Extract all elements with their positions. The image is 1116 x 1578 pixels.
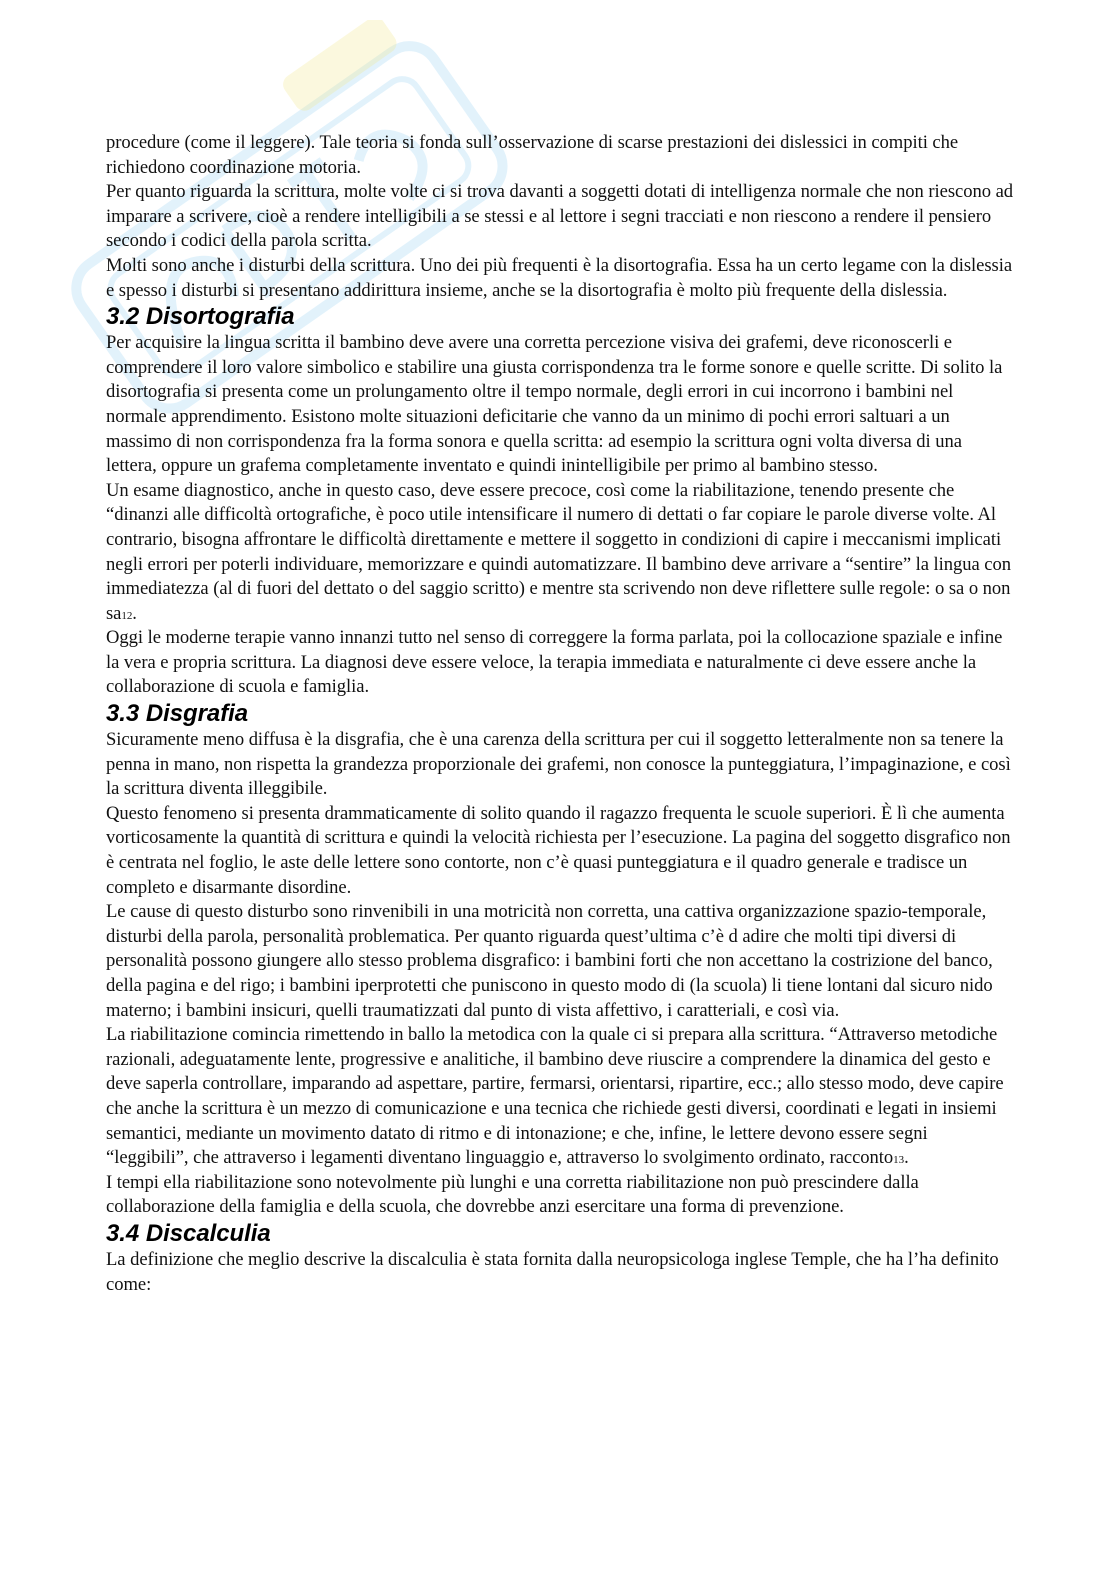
section-heading-disgrafia: 3.3 Disgrafia	[106, 700, 249, 728]
disgrafia-paragraph-3: Le cause di questo disturbo sono rinvenibili in una motricità non corretta, una cattiva organizzazione spazio-temporale, disturbi della parola, personalità problematica. Per quanto riguarda quest’ultima c’è d adire che molti tipi diversi di personalità possono giungere allo stesso problema disgrafico: i bambini forti che non accettano la costrizione del banco, della pagina e del rigo; i bambini iperprotetti che puniscono in questo modo di (la scuola) li tiene lontani dal sicuro nido materno; i bambini insicuri, quelli traumatizzati dal punto di vista affettivo, i caratteriali, e così via.	[106, 901, 993, 1021]
document-page	[106, 131, 1014, 1297]
intro-paragraph-2: Per quanto riguarda la scrittura, molte volte ci si trova davanti a soggetti dotati di intelligenza normale che non riescono ad imparare a scrivere, cioè a rendere intelligibili a se stessi e al lettore i segni tracciati e non riescono a rendere il pensiero secondo i codici della parola scritta.	[106, 181, 1014, 252]
disortografia-paragraph-3: Oggi le moderne terapie vanno innanzi tutto nel senso di correggere la forma parlata, poi la collocazione spaziale e infine la vera e propria scrittura. La diagnosi deve essere veloce, la terapia immediata e naturalmente ci deve essere anche la collaborazione di scuola e famiglia.	[106, 627, 1003, 698]
discalculia-paragraph-1: La definizione che meglio descrive la discalculia è stata fornita dalla neuropsicologa inglese Temple, che ha l’ha definito come:	[106, 1248, 999, 1295]
footnote-ref-12: 12	[121, 609, 133, 622]
disgrafia-paragraph-2: Questo fenomeno si presenta drammaticamente di solito quando il ragazzo frequenta le scuole superiori. È lì che aumenta vorticosamente la quantità di scrittura e quindi la velocità richiesta per l’esecuzione. La pagina del soggetto disgrafico non è centrata nel foglio, le aste delle lettere sono contorte, non c’è quasi punteggiatura e il quadro generale e tradisce un completo e disarmante disordine.	[106, 802, 1011, 898]
disortografia-paragraph-2-text: Un esame diagnostico, anche in questo caso, deve essere precoce, così come la riabilitazione, tenendo presente che “dinanzi alle difficoltà ortografiche, è poco utile intensificare il numero di dettati o far copiare le parole diverse volte. Al contrario, bisogna affrontare le difficoltà direttamente e mettere il soggetto in condizioni di capire i meccanismi implicati negli errori per poterli individuare, memorizzare e quindi automatizzare. Il bambino deve arrivare a “sentire” la lingua con immediatezza (al di fuori del dettato o del saggio scritto) e mentre sta scrivendo non deve riflettere sulle regole: o sa o non sa	[106, 479, 1012, 624]
intro-paragraph-3: Molti sono anche i disturbi della scrittura. Uno dei più frequenti è la disortografia. Essa ha un certo legame con la dislessia e spesso i disturbi si presentano addirittura insieme, anche se la disortografia è molto più frequente della dislessia.	[106, 254, 1013, 301]
disgrafia-paragraph-4: La riabilitazione comincia rimettendo in ballo la metodica con la quale ci si prepara alla scrittura. “Attraverso metodiche razionali, adeguatamente lente, progressive e analitiche, il bambino deve riuscire a comprendere la dinamica del gesto e deve saperla controllare, imparando ad aspettare, partire, fermarsi, orientarsi, ripartire, ecc.; allo stesso modo, deve capire che anche la scrittura è un mezzo di comunicazione e una tecnica che richiede gesti diversi, coordinati e legati in insiemi semantici, mediante un movimento datato di ritmo e di intonazione; e che, infine, le lettere devono essere segni “leggibili”, che attraverso i legamenti diventano linguaggio e, attraverso lo svolgimento ordinato, racconto13.	[106, 1024, 1004, 1169]
section-heading-disortografia: 3.2 Disortografia	[106, 303, 295, 331]
disortografia-paragraph-2: Un esame diagnostico, anche in questo caso, deve essere precoce, così come la riabilitazione, tenendo presente che “dinanzi alle difficoltà ortografiche, è poco utile intensificare il numero di dettati o far copiare le parole diverse volte. Al contrario, bisogna affrontare le difficoltà direttamente e mettere il soggetto in condizioni di capire i meccanismi implicati negli errori per poterli individuare, memorizzare e quindi automatizzare. Il bambino deve arrivare a “sentire” la lingua con immediatezza (al di fuori del dettato o del saggio scritto) e mentre sta scrivendo non deve riflettere sulle regole: o sa o non sa12.	[106, 479, 1012, 624]
disortografia-paragraph-1: Per acquisire la lingua scritta il bambino deve avere una corretta percezione visiva dei grafemi, deve riconoscerli e comprendere il loro valore simbolico e stabilire una giusta corrispondenza tra le forme sonore e quelle scritte. Di solito la disortografia si presenta come un prolungamento oltre il tempo normale, degli errori in cui incorrono i bambini nel normale apprendimento. Esistono molte situazioni deficitarie che vanno da un minimo di pochi errori saltuari a un massimo di non corrispondenza fra la forma sonora e quella scritta: ad esempio la scrittura ogni volta diversa di una lettera, oppure un grafema completamente inventato e quindi inintelligibile per primo al bambino stesso.	[106, 332, 1003, 477]
disgrafia-paragraph-1: Sicuramente meno diffusa è la disgrafia, che è una carenza della scrittura per cui il soggetto letteralmente non sa tenere la penna in mano, non rispetta la grandezza proporzionale dei grafemi, non conosce la punteggiatura, l’impaginazione, e così la scrittura diventa illeggibile.	[106, 729, 1011, 800]
intro-paragraph-1: procedure (come il leggere). Tale teoria si fonda sull’osservazione di scarse prestazioni dei dislessici in compiti che richiedono coordinazione motoria.	[106, 132, 959, 178]
section-heading-discalculia: 3.4 Discalculia	[106, 1219, 271, 1247]
footnote-ref-13: 13	[893, 1154, 905, 1167]
disgrafia-paragraph-5: I tempi ella riabilitazione sono notevolmente più lunghi e una corretta riabilitazione non può prescindere dalla collaborazione della famiglia e della scuola, che dovrebbe anzi esercitare una forma di prevenzione.	[106, 1171, 919, 1218]
disgrafia-paragraph-4-text: La riabilitazione comincia rimettendo in ballo la metodica con la quale ci si prepara alla scrittura. “Attraverso metodiche razionali, adeguatamente lente, progressive e analitiche, il bambino deve riuscire a comprendere la dinamica del gesto e deve saperla controllare, imparando ad aspettare, partire, fermarsi, orientarsi, ripartire, ecc.; allo stesso modo, deve capire che anche la scrittura è un mezzo di comunicazione e una tecnica che richiede gesti diversi, coordinati e legati in insiemi semantici, mediante un movimento datato di ritmo e di intonazione; e che, infine, le lettere devono essere segni “leggibili”, che attraverso i legamenti diventano linguaggio e, attraverso lo svolgimento ordinato, racconto	[106, 1024, 1004, 1169]
